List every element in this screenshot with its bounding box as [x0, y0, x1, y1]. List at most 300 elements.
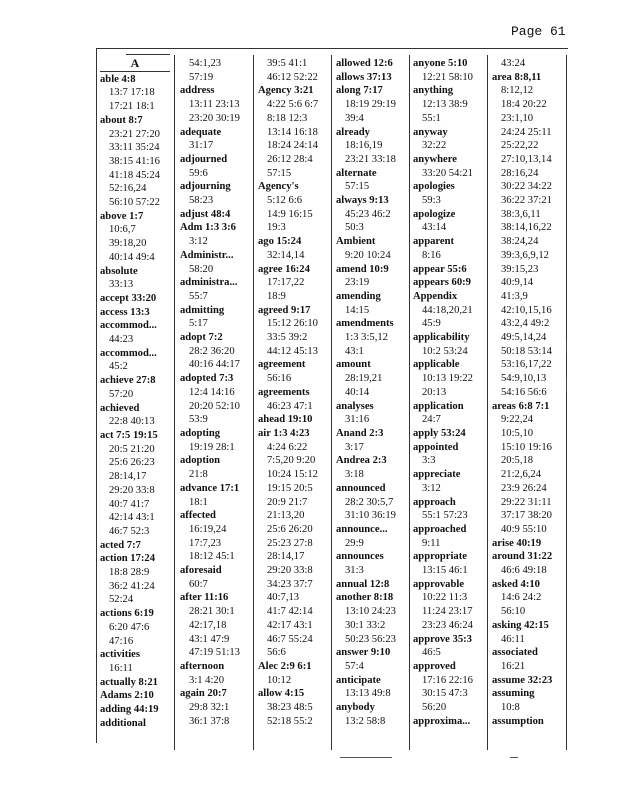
index-page-ref: 9:11 [422, 537, 441, 549]
index-term: aforesaid [180, 565, 222, 577]
index-term: absolute [100, 265, 138, 277]
index-page-ref: 3:18 [345, 469, 364, 481]
index-term: apply 53:24 [413, 427, 466, 439]
index-page-ref: 8:12,12 [501, 85, 534, 97]
index-term: announce... [336, 523, 388, 535]
index-page-ref: 57:4 [345, 660, 364, 672]
index-term: announced [336, 482, 386, 494]
index-term: associated [492, 647, 538, 659]
index-term: Alec 2:9 6:1 [258, 660, 312, 672]
index-term: after 11:16 [180, 592, 229, 604]
index-term: amendments [336, 318, 394, 330]
index-page-ref: 8:16 [422, 249, 441, 261]
index-term: Appendix [413, 290, 458, 302]
index-page-ref: 30:1 33:2 [345, 619, 386, 631]
index-term: adopting [180, 427, 221, 439]
index-column-2 [180, 57, 258, 728]
index-page-ref: 20:20 52:10 [189, 400, 240, 412]
index-page-ref: 16:21 [501, 660, 526, 672]
index-term: amending [336, 290, 381, 302]
index-page-ref: 18:12 45:1 [189, 551, 235, 563]
index-page-ref: 43:24 [501, 58, 526, 69]
index-page-ref: 14:15 [345, 304, 370, 316]
index-page-ref: 44:12 45:13 [267, 345, 318, 357]
index-page-ref: 45:23 46:2 [345, 208, 391, 220]
index-term: above 1:7 [100, 210, 144, 222]
index-term: Administr... [180, 249, 234, 261]
index-term: administra... [180, 277, 238, 289]
index-page-ref: 30:22 34:22 [501, 181, 552, 193]
index-term: another 8:18 [336, 592, 394, 604]
index-page-ref: 3:17 [345, 441, 364, 453]
index-page-ref: 53:9 [189, 414, 208, 426]
index-page-ref: 13:11 23:13 [189, 99, 240, 111]
index-page-ref: 39:5 41:1 [267, 58, 308, 69]
index-page-ref: 10:24 15:12 [267, 469, 318, 481]
index-page-ref: 13:10 24:23 [345, 606, 396, 618]
index-page-ref: 40:7,13 [267, 592, 300, 604]
index-page-ref: 49:5,14,24 [501, 332, 547, 344]
index-term: appear 55:6 [413, 263, 467, 275]
index-page-ref: 20:5,18 [501, 455, 534, 467]
index-page-ref: 39:18,20 [109, 238, 147, 250]
index-page-ref: 10:13 19:22 [422, 373, 473, 385]
index-page-ref: 30:15 47:3 [422, 688, 468, 700]
index-page-ref: 20:13 [422, 386, 447, 398]
index-page-ref: 38:23 48:5 [267, 702, 313, 714]
index-page-ref: 18:19 29:19 [345, 99, 396, 111]
index-page-ref: 11:24 23:17 [422, 606, 473, 618]
index-page-ref: 26:12 28:4 [267, 153, 313, 165]
index-letter-heading: A [100, 57, 170, 72]
index-page-ref: 13:14 16:18 [267, 126, 318, 138]
index-page-ref: 3:12 [189, 236, 208, 248]
index-page-ref: 55:1 57:23 [422, 510, 468, 522]
index-page-ref: 12:21 58:10 [422, 71, 473, 83]
index-page-ref: 54:16 56:6 [501, 386, 547, 398]
index-page-ref: 23:9 26:24 [501, 482, 547, 494]
index-term: advance 17:1 [180, 482, 240, 494]
index-page-ref: 14:9 16:15 [267, 208, 313, 220]
index-page-ref: 29:9 [345, 537, 364, 549]
index-page-ref: 40:14 [345, 386, 370, 398]
index-page-ref: 28:2 36:20 [189, 345, 235, 357]
index-page-ref: 43:2,4 49:2 [501, 318, 550, 330]
index-page-ref: 19:19 28:1 [189, 441, 235, 453]
index-page-ref: 10:5,10 [501, 427, 534, 439]
index-term: assumption [492, 715, 544, 727]
index-page-ref: 38:14,16,22 [501, 222, 552, 234]
index-page-ref: 56:6 [267, 647, 286, 659]
index-page-ref: 41:18 45:24 [109, 169, 160, 181]
index-page-ref: 52:18 55:2 [267, 715, 313, 727]
index-term: adjourning [180, 181, 231, 193]
index-page-ref: 37:17 38:20 [501, 510, 552, 522]
index-page-ref: 17:21 18:1 [109, 101, 155, 113]
index-page-ref: 15:10 19:16 [501, 441, 552, 453]
index-term: agree 16:24 [258, 263, 310, 275]
index-page-ref: 20:5 21:20 [109, 443, 155, 455]
index-term: about 8:7 [100, 114, 143, 126]
index-term: always 9:13 [336, 195, 389, 207]
index-page-ref: 25:6 26:23 [109, 457, 155, 469]
index-page-ref: 23:21 33:18 [345, 153, 396, 165]
index-page-ref: 31:16 [345, 414, 370, 426]
index-page-ref: 10:8 [501, 702, 520, 714]
index-page-ref: 39:15,23 [501, 263, 539, 275]
index-page-ref: 40:14 49:4 [109, 251, 155, 263]
index-term: action 17:24 [100, 553, 156, 565]
index-term: anywhere [413, 153, 457, 165]
index-term: accept 33:20 [100, 292, 157, 304]
index-page-ref: 13:7 17:18 [109, 87, 155, 99]
index-page-ref: 18:16,19 [345, 140, 383, 152]
index-page-ref: 31:10 36:19 [345, 510, 396, 522]
index-term: activities [100, 649, 141, 661]
index-page-ref: 25:22,22 [501, 140, 539, 152]
index-term: allow 4:15 [258, 688, 305, 700]
index-page-ref: 10:12 [267, 674, 292, 686]
index-page-ref: 46:6 49:18 [501, 565, 547, 577]
index-term: approached [413, 523, 467, 535]
index-term: amount [336, 359, 371, 371]
index-term: area 8:8,11 [492, 71, 542, 83]
index-column-3 [258, 57, 336, 728]
index-term: ago 15:24 [258, 236, 302, 248]
index-page-ref: 23:21 27:20 [109, 128, 160, 140]
index-page-ref: 50:3 [345, 222, 364, 234]
index-page-ref: 56:10 [501, 606, 526, 618]
index-term: allowed 12:6 [336, 58, 393, 69]
index-page-ref: 21:13,20 [267, 510, 305, 522]
index-term: actions 6:19 [100, 608, 154, 620]
index-page-ref: 22:8 40:13 [109, 416, 155, 428]
index-page-ref: 10:2 53:24 [422, 345, 468, 357]
index-page-ref: 3:1 4:20 [189, 674, 225, 686]
index-page-ref: 44:18,20,21 [422, 304, 473, 316]
index-page-ref: 24:7 [422, 414, 441, 426]
index-term: actually 8:21 [100, 676, 158, 688]
index-term: arise 40:19 [492, 537, 542, 549]
index-term: around 31:22 [492, 551, 553, 563]
index-term: Anand 2:3 [336, 427, 384, 439]
index-page-ref: 27:10,13,14 [501, 153, 552, 165]
index-page-ref: 55:1 [422, 112, 441, 124]
index-term: acted 7:7 [100, 539, 141, 551]
index-page-ref: 5:17 [189, 318, 208, 330]
index-page-ref: 21:8 [189, 469, 208, 481]
index-term: air 1:3 4:23 [258, 427, 310, 439]
index-page-ref: 42:17 43:1 [267, 619, 313, 631]
index-term: already [336, 126, 370, 138]
index-page-ref: 6:20 47:6 [109, 621, 150, 633]
index-term: answer 9:10 [336, 647, 391, 659]
index-term: able 4:8 [100, 73, 136, 85]
index-term: application [413, 400, 464, 412]
index-page-ref: 29:20 33:8 [267, 565, 313, 577]
index-term: Adm 1:3 3:6 [180, 222, 236, 234]
index-term: apparent [413, 236, 455, 248]
index-term: alternate [336, 167, 377, 179]
index-term: achieved [100, 402, 140, 414]
index-term: approve 35:3 [413, 633, 472, 645]
index-page-ref: 19:15 20:5 [267, 482, 313, 494]
index-page-ref: 19:3 [267, 222, 286, 234]
footer-mark [510, 757, 518, 758]
index-page-ref: 58:23 [189, 195, 214, 207]
index-page-ref: 23:20 30:19 [189, 112, 240, 124]
index-page-ref: 57:15 [267, 167, 292, 179]
index-page-ref: 28:2 30:5,7 [345, 496, 394, 508]
index-page-ref: 39:3,6,9,12 [501, 249, 549, 261]
index-page-ref: 56:10 57:22 [109, 197, 160, 209]
index-page-ref: 42:14 43:1 [109, 512, 155, 524]
index-term: accommod... [100, 347, 157, 359]
index-page-ref: 29:22 31:11 [501, 496, 552, 508]
index-column-5 [413, 57, 491, 728]
index-term: Agency 3:21 [258, 85, 314, 97]
index-page-ref: 28:14,17 [109, 471, 147, 483]
index-page-ref: 28:19,21 [345, 373, 383, 385]
index-term: approvable [413, 578, 465, 590]
index-term: along 7:17 [336, 85, 383, 97]
index-page-ref: 60:7 [189, 578, 208, 590]
index-page-ref: 28:16,24 [501, 167, 539, 179]
index-term: adjourned [180, 153, 228, 165]
index-page-ref: 3:12 [422, 482, 441, 494]
index-term: adjust 48:4 [180, 208, 231, 220]
index-page-ref: 36:1 37:8 [189, 715, 230, 727]
index-term: apologies [413, 181, 455, 193]
index-page-ref: 23:19 [345, 277, 370, 289]
index-page-ref: 28:21 30:1 [189, 606, 235, 618]
index-page-ref: 54:9,10,13 [501, 373, 547, 385]
index-term: anybody [336, 702, 375, 714]
index-column-6 [492, 57, 570, 728]
index-term: Ambient [336, 236, 376, 248]
index-page-ref: 18:1 [189, 496, 208, 508]
index-page-ref: 18:9 [267, 290, 286, 302]
index-page-ref: 12:13 38:9 [422, 99, 468, 111]
index-page-ref: 5:12 6:6 [267, 195, 303, 207]
index-term: announces [336, 551, 384, 563]
index-page-ref: 17:17,22 [267, 277, 305, 289]
index-page-ref: 29:20 33:8 [109, 484, 155, 496]
index-page-ref: 23:1,10 [501, 112, 534, 124]
index-page-ref: 31:3 [345, 565, 364, 577]
page-number: Page 61 [511, 24, 566, 39]
index-page-ref: 52:16,24 [109, 183, 147, 195]
index-term: assume 32:23 [492, 674, 553, 686]
index-term: asked 4:10 [492, 578, 540, 590]
index-term: adding 44:19 [100, 704, 159, 716]
index-page-ref: 46:11 [501, 633, 525, 645]
index-term: applicable [413, 359, 460, 371]
index-term: again 20:7 [180, 688, 227, 700]
index-page-ref: 40:9,14 [501, 277, 534, 289]
index-term: adequate [180, 126, 222, 138]
index-term: amend 10:9 [336, 263, 389, 275]
index-page-ref: 46:12 52:22 [267, 71, 318, 83]
index-page-ref: 16:11 [109, 662, 133, 674]
index-term: asking 42:15 [492, 619, 549, 631]
index-page-ref: 59:6 [189, 167, 208, 179]
index-term: anything [413, 85, 454, 97]
index-page-ref: 18:8 28:9 [109, 567, 150, 579]
index-page-ref: 17:16 22:16 [422, 674, 473, 686]
index-page-ref: 56:20 [422, 702, 447, 714]
index-page-ref: 57:20 [109, 388, 134, 400]
index-term: assuming [492, 688, 535, 700]
index-term: affected [180, 510, 216, 522]
index-page-ref: 38:15 41:16 [109, 155, 160, 167]
index-page-ref: 4:24 6:22 [267, 441, 308, 453]
index-page-ref: 18:4 20:22 [501, 99, 547, 111]
letter-heading-rule [126, 54, 170, 55]
index-page-ref: 38:3,6,11 [501, 208, 541, 220]
index-page-ref: 8:18 12:3 [267, 112, 308, 124]
index-term: applicability [413, 332, 470, 344]
index-term: areas 6:8 7:1 [492, 400, 550, 412]
index-page-ref: 47:19 51:13 [189, 647, 240, 659]
index-page-ref: 41:7 42:14 [267, 606, 313, 618]
index-term: Agency's [258, 181, 299, 193]
index-term: achieve 27:8 [100, 375, 156, 387]
index-page-ref: 46:7 52:3 [109, 525, 150, 537]
index-page-ref: 24:24 25:11 [501, 126, 552, 138]
index-page-ref: 58:20 [189, 263, 214, 275]
index-term: anyone 5:10 [413, 58, 468, 69]
footer-mark [340, 757, 392, 758]
index-page-ref: 40:7 41:7 [109, 498, 150, 510]
index-page-ref: 43:1 47:9 [189, 633, 230, 645]
index-page-ref: 33:5 39:2 [267, 332, 308, 344]
index-term: Adams 2:10 [100, 690, 154, 702]
index-page-ref: 31:17 [189, 140, 214, 152]
index-term: ahead 19:10 [258, 414, 313, 426]
index-page-ref: 4:22 5:6 6:7 [267, 99, 319, 111]
index-term: apologize [413, 208, 456, 220]
index-page-ref: 16:19,24 [189, 523, 227, 535]
index-term: appropriate [413, 551, 467, 563]
index-page-ref: 44:23 [109, 334, 134, 346]
index-term: address [180, 85, 215, 97]
index-page-ref: 25:23 27:8 [267, 537, 313, 549]
index-column-1 [100, 57, 178, 730]
index-page-ref: 53:16,17,22 [501, 359, 552, 371]
index-page-ref: 21:2,6,24 [501, 469, 542, 481]
index-page-ref: 55:7 [189, 290, 208, 302]
index-page-ref: 36:2 41:24 [109, 580, 155, 592]
index-page-ref: 25:6 26:20 [267, 523, 313, 535]
index-term: allows 37:13 [336, 71, 392, 83]
index-term: analyses [336, 400, 374, 412]
index-page-ref: 33:11 35:24 [109, 142, 160, 154]
index-page-ref: 54:1,23 [189, 58, 222, 69]
index-page-ref: 46:5 [422, 647, 441, 659]
index-page-ref: 43:14 [422, 222, 447, 234]
index-page-ref: 15:12 26:10 [267, 318, 318, 330]
index-page-ref: 47:16 [109, 635, 134, 647]
index-page-ref: 23:23 46:24 [422, 619, 473, 631]
index-term: additional [100, 717, 146, 729]
index-page-ref: 57:15 [345, 181, 370, 193]
index-page-ref: 34:23 37:7 [267, 578, 313, 590]
index-page-ref: 33:13 [109, 279, 134, 291]
index-page-ref: 10:6,7 [109, 224, 136, 236]
index-term: appointed [413, 441, 459, 453]
index-page-ref: 13:13 49:8 [345, 688, 391, 700]
index-page-ref: 39:4 [345, 112, 364, 124]
index-page-ref: 17:7,23 [189, 537, 222, 549]
index-page-ref: 40:16 44:17 [189, 359, 240, 371]
index-term: appreciate [413, 469, 461, 481]
index-page-ref: 28:14,17 [267, 551, 305, 563]
index-page-ref: 46:23 47:1 [267, 400, 313, 412]
index-page-ref: 38:24,24 [501, 236, 539, 248]
index-page-ref: 33:20 54:21 [422, 167, 473, 179]
index-term: adopted 7:3 [180, 373, 234, 385]
index-page-ref: 1:3 3:5,12 [345, 332, 388, 344]
index-term: anticipate [336, 674, 381, 686]
index-term: approach [413, 496, 456, 508]
index-page-ref: 41:3,9 [501, 290, 528, 302]
index-page-ref: 13:15 46:1 [422, 565, 468, 577]
index-page-ref: 36:22 37:21 [501, 195, 552, 207]
index-term: afternoon [180, 660, 225, 672]
index-page-ref: 52:24 [109, 594, 134, 606]
index-page-ref: 20:9 21:7 [267, 496, 308, 508]
index-term: accommod... [100, 320, 157, 332]
index-term: approxima... [413, 715, 471, 727]
index-page-ref: 32:22 [422, 140, 447, 152]
index-term: adopt 7:2 [180, 332, 223, 344]
index-term: act 7:5 19:15 [100, 429, 158, 441]
index-term: approved [413, 660, 456, 672]
index-page-ref: 32:14,14 [267, 249, 305, 261]
index-page-ref: 43:1 [345, 345, 364, 357]
index-page-ref: 18:24 24:14 [267, 140, 318, 152]
index-term: Andrea 2:3 [336, 455, 387, 467]
index-page-ref: 13:2 58:8 [345, 715, 386, 727]
index-page-ref: 59:3 [422, 195, 441, 207]
index-page-ref: 14:6 24:2 [501, 592, 542, 604]
index-page-ref: 50:18 53:14 [501, 345, 552, 357]
index-term: access 13:3 [100, 306, 150, 318]
index-page-ref: 9:20 10:24 [345, 249, 391, 261]
index-page-ref: 45:9 [422, 318, 441, 330]
index-page-ref: 57:19 [189, 71, 214, 83]
index-column-4 [336, 57, 414, 728]
index-page-ref: 42:10,15,16 [501, 304, 552, 316]
index-page-ref: 12:4 14:16 [189, 386, 235, 398]
index-page-ref: 9:22,24 [501, 414, 534, 426]
index-page-ref: 29:8 32:1 [189, 702, 230, 714]
index-page-ref: 46:7 55:24 [267, 633, 313, 645]
index-page-ref: 40:9 55:10 [501, 523, 547, 535]
index-page-ref: 50:23 56:23 [345, 633, 396, 645]
index-page-ref: 7:5,20 9:20 [267, 455, 316, 467]
index-page-ref: 10:22 11:3 [422, 592, 468, 604]
index-term: annual 12:8 [336, 578, 390, 590]
index-term: agreement [258, 359, 306, 371]
index-term: admitting [180, 304, 225, 316]
index-term: agreements [258, 386, 310, 398]
index-page-ref: 3:3 [422, 455, 436, 467]
index-term: anyway [413, 126, 448, 138]
index-page-ref: 56:16 [267, 373, 292, 385]
index-term: agreed 9:17 [258, 304, 311, 316]
